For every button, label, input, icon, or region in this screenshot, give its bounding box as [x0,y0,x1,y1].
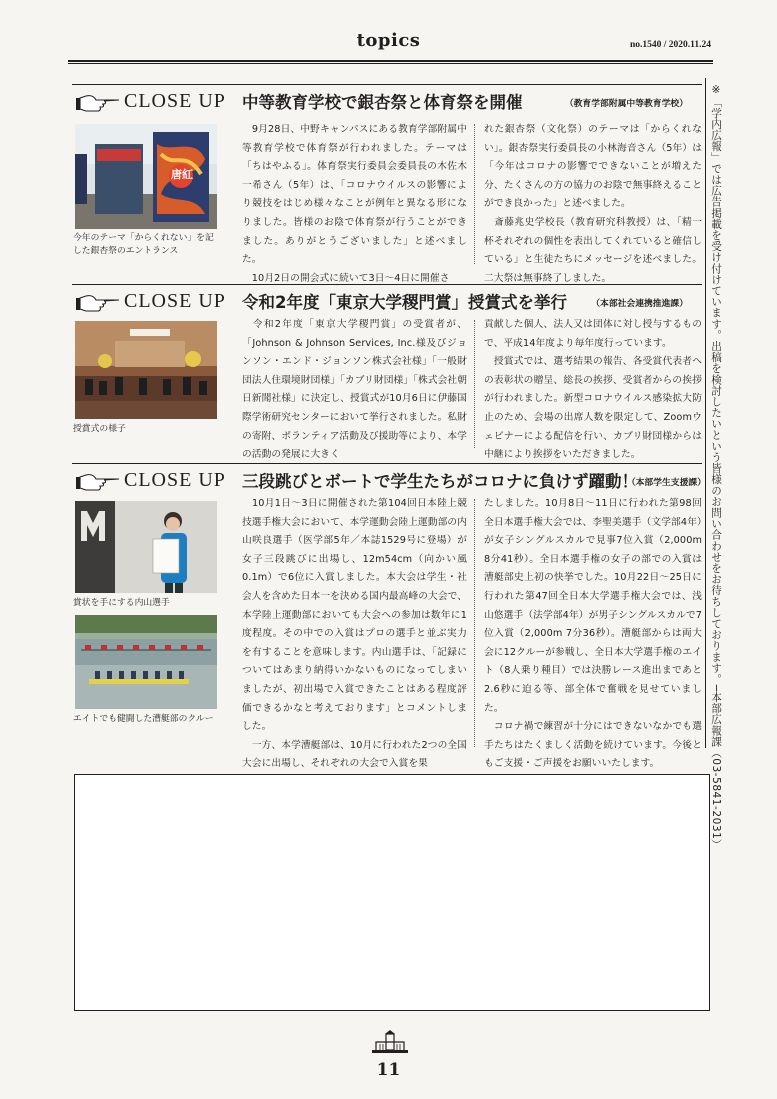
article-department: （本部社会連携推進課） [591,299,688,309]
page-number: 11 [376,1060,401,1080]
close-up-label: CLOSE UP [124,469,226,491]
article-award-ceremony [72,284,702,461]
column-divider [474,320,475,448]
issue-info: no.1540 / 2020.11.24 [629,40,711,50]
article-headline: 中等教育学校で銀杏祭と体育祭を開催 [242,93,523,112]
pointing-hand-icon [76,292,120,314]
page-header-title: topics [356,30,421,51]
header-rule [68,60,713,62]
column-divider [474,499,475,747]
article-department: （教育学部附属中等教育学校） [564,99,688,109]
section-rule [72,84,702,85]
rowing-crew-photo [75,615,217,709]
article-column-1: 10月1日〜3日に開催された第104回日本陸上競技選手権大会において、本学運動会陸上運動部の内山咲良選手（医学部5年／本誌1529号に登場）が女子三段跳びに出場し、12m54cm（向かい風0.1m）で6位に入賞しました。本大会は学生・社会人を含めた日本一を決める国内最高峰の大会で、本学陸上運動部においても大会への参加は数年に1度程度。その中での入賞はプロの選手と並ぶ実力を有することを意味します。内山選手は、「記録についてはあまり納得いかないものになってしまいましたが、初出場で入賞できたことはある程度評価できるかなと考えております」とコメントしました。 一方、本学漕艇部は、10月に行われた2つの全国大会に出場し、それぞれの大会で入賞を果 [242,498,467,770]
award-ceremony-photo [75,321,217,419]
header-rule-thin [68,63,713,64]
photo-caption: エイトでも健闘した漕艇部のクルー [73,714,214,724]
yasuda-auditorium-icon [370,1030,410,1056]
column-divider [474,124,475,264]
section-rule [72,463,702,464]
pointing-hand-icon [76,92,120,114]
article-athletes [72,463,706,770]
article-column-2: たしました。10月8日〜11日に行われた第98回全日本選手権大会では、李聖美選手（文学部4年）が女子シングルスカルで見事7位入賞（2,000m 8分41秒）。全日本選手権の女子の部での入賞は漕艇部史上初の快挙でした。10月22日〜25日に行われた第47回全日本大学選手権大会では、浅山悠選手（法学部4年）が男子シングルスカルで7位入賞（2,000m 7分36秒）。漕艇部からは両大会に12クルーが参戦し、全日本大学選手権のエイト（8人乗り種目）では決勝レース進出まであと2.6秒に迫る等、部全体で奮戦を見せていました。 コロナ禍で練習が十分にはできないなかでも選手たちはたくましく活動を続けています。今後ともご支援・ご声援をお願いいたします。 [484,498,702,770]
article-headline: 令和2年度「東京大学稷門賞」授賞式を挙行 [242,293,567,312]
article-column-1: 9月28日、中野キャンパスにある教育学部附属中等教育学校で体育祭が行われました。テーマは「ちはやふる」。体育祭実行委員会委員長の木佐木一希さん（5年）は、「コロナウイルスの影響により競技をはじめ様々なことが例年と異なる形になりました。皆様のお陰で体育祭が行うことができました。ありがとうございました」と述べました。 10月2日の開会式に続いて3日〜4日に開催さ [242,124,467,284]
pointing-hand-icon [76,471,120,493]
ginkgo-festival-photo [75,124,217,229]
photo-caption: 今年のテーマ「からくれない」を記した銀杏祭のエントランス [73,233,214,256]
advertisement-space [74,774,710,1011]
athlete-certificate-photo [75,501,217,593]
article-department: （本部学生支援課） [626,478,706,488]
article-ginkgo-festival [72,84,702,284]
photo-sign-text: 唐紅 [171,168,193,181]
photo-caption: 授賞式の様子 [73,424,126,434]
side-ad-note: ※「学内広報」では広告掲載を受け付けています。出稿を検討したいという皆様のお問い合わせをお待ちしております。─本部広報課（03-5841-2031） [710,84,722,851]
article-column-1: 令和2年度「東京大学稷門賞」の受賞者が、「Johnson & Johnson Services, Inc.様及びジョンソン・エンド・ジョンソン株式会社様」「一般財団法人住環境財団様」「カブリ財団様」「株式会社朝日新聞社様」に決定し、授賞式が10月6日に伊藤国際学術研究センターにおいて挙行されました。私財の寄附、ボランティア活動及び援助等により、本学の活動の発展に大きく [242,319,467,461]
article-column-2: 貢献した個人、法人又は団体に対し授与するもので、平成14年度より毎年度行っています。 授賞式では、選考結果の報告、各受賞代表者への表彰状の贈呈、総長の挨拶、受賞者からの挨拶が行われました。新型コロナウイルス感染拡大防止のため、会場の出席人数を限定して、Zoomウェビナーによる配信を行い、カブリ財団様からは中継により挨拶をいただきました。 [484,319,702,461]
close-up-label: CLOSE UP [124,90,226,112]
article-column-2: れた銀杏祭（文化祭）のテーマは「からくれない」。銀杏祭実行委員長の小林海音さん（5年）は「今年はコロナの影響でできないことが増えた分、たくさんの方の協力のお陰で無事終えることができ良かった」と述べました。 斎藤兆史学校長（教育研究科教授）は、「精一杯それぞれの個性を表出してくれていると確信している」と生徒たちにメッセージを述べました。二大祭は無事終了しました。 [484,124,702,284]
section-rule [72,284,702,285]
photo-caption: 賞状を手にする内山選手 [73,598,170,608]
close-up-label: CLOSE UP [124,290,226,312]
article-headline: 三段跳びとボートで学生たちがコロナに負けず躍動！ [242,472,638,491]
